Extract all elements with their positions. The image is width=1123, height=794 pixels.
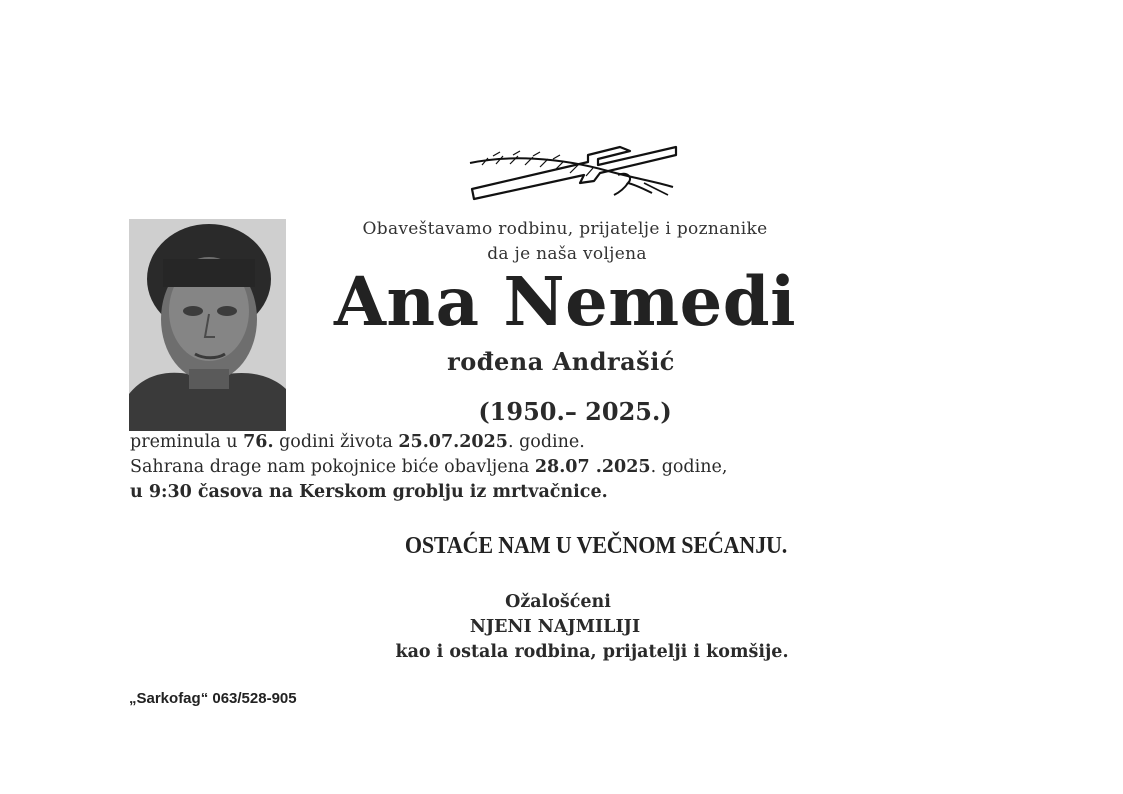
deceased-portrait — [129, 219, 286, 431]
deceased-name: Ana Nemedi — [333, 262, 797, 341]
funeral-date: 28.07 .2025 — [534, 457, 651, 477]
mourners-line-1: Ožalošćeni — [505, 592, 611, 612]
memorial-motto: OSTAĆE NAM U VEČNOM SEĆANJU. — [404, 533, 788, 559]
agency-contact: „Sarkofag“ 063/528-905 — [129, 690, 297, 707]
intro-line-2: da je naša voljena — [487, 244, 647, 264]
death-age: 76. — [243, 432, 274, 452]
funeral-line — [130, 457, 727, 477]
funeral-place: u 9:30 časova na Kerskom groblju iz mrtvačnice. — [130, 482, 608, 502]
maiden-name: rođena Andrašić — [447, 347, 675, 376]
death-middle: godini života — [273, 432, 399, 452]
death-date: 25.07.2025 — [398, 432, 508, 452]
life-years: (1950.– 2025.) — [478, 397, 672, 426]
mourners-line-3: kao i ostala rodbina, prijatelji i komšije. — [395, 642, 789, 662]
funeral-suffix: . godine, — [650, 457, 728, 477]
cross-with-palm-icon — [468, 143, 678, 201]
funeral-prefix: Sahrana drage nam pokojnice biće obavljena — [130, 457, 535, 477]
death-suffix: . godine. — [507, 432, 585, 452]
death-line — [130, 432, 585, 452]
mourners-line-2: NJENI NAJMILIJI — [469, 617, 641, 637]
intro-line-1: Obaveštavamo rodbinu, prijatelje i poznanike — [362, 219, 768, 239]
death-prefix: preminula u — [130, 432, 244, 452]
portrait-silhouette — [129, 219, 286, 431]
